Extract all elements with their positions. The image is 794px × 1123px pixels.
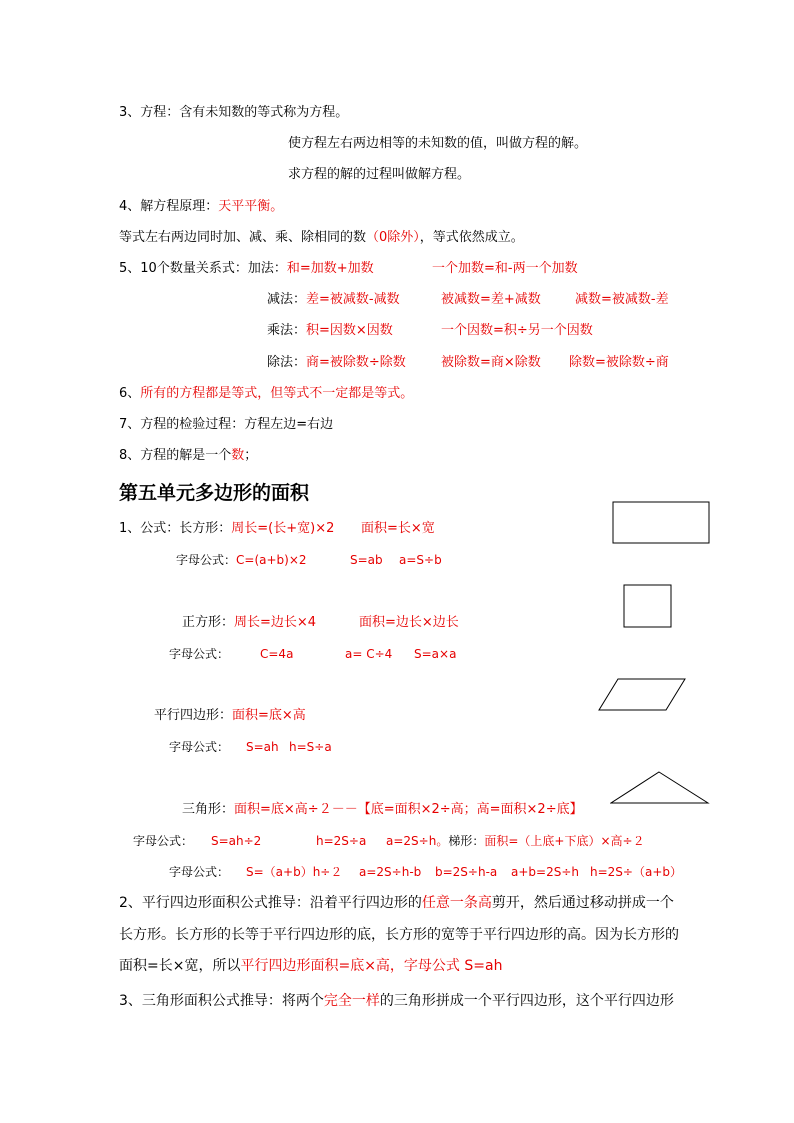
formula-rectangle-area: 面积=长×宽 — [361, 521, 435, 536]
formula-trapezoid-letters-1: S=（a+b）h÷２ — [246, 865, 343, 879]
formula-trapezoid-letters-4: a+b=2S÷h — [511, 865, 579, 879]
line-equality-property: 等式左右两边同时加、减、乘、除相同的数（0除外），等式依然成立。 — [119, 230, 524, 245]
formula-trapezoid-letters-5: h=2S÷（a+b） — [590, 865, 682, 879]
para-parallelogram-derivation-2: 长方形。长方形的长等于平行四边形的底，长方形的宽等于平行四边形的高。因为长方形的 — [119, 927, 679, 943]
formula-triangle-letters: 字母公式： — [133, 834, 194, 848]
formula-square: 正方形：周长=边长×4 — [182, 615, 317, 630]
line-multiplication: 乘法：积=因数×因数 — [267, 323, 393, 338]
formula-trapezoid-letters: 字母公式： — [169, 865, 230, 879]
formula-rectangle: 1、公式：长方形：周长=(长+宽)×2 — [119, 521, 335, 536]
para-parallelogram-derivation-3: 面积=长×宽，所以平行四边形面积=底×高，字母公式 S=ah — [119, 958, 503, 974]
triangle-figure — [610, 770, 710, 805]
line-equations-are-equalities: 6、所有的方程都是等式，但等式不一定都是等式。 — [119, 386, 414, 401]
square-figure — [623, 584, 673, 629]
formula-rectangle-letters: 字母公式：C=(a+b)×2 — [176, 553, 307, 567]
formula-parallelogram: 平行四边形：面积=底×高 — [154, 708, 306, 723]
line-solving-def: 求方程的解的过程叫做解方程。 — [288, 167, 471, 182]
formula-parallelogram-letters-2: h=S÷a — [289, 740, 332, 754]
line-relations-add-2: 一个加数=和-两一个加数 — [432, 261, 578, 276]
line-subtraction-2: 被减数=差+减数 — [441, 292, 541, 307]
formula-square-letters: 字母公式： — [169, 647, 230, 661]
line-principle: 4、解方程原理：天平平衡。 — [119, 199, 284, 214]
section-title: 第五单元多边形的面积 — [119, 482, 310, 504]
formula-rectangle-letters-3: a=S÷b — [399, 553, 442, 567]
formula-triangle-letters-3: a=2S÷h。梯形：面积=（上底+下底）×高÷２ — [386, 834, 645, 848]
formula-triangle: 三角形：面积=底×高÷２－－【底=面积×2÷高；高=面积×2÷底】 — [182, 802, 583, 817]
rectangle-figure — [612, 501, 710, 545]
formula-trapezoid-letters-3: b=2S÷h-a — [435, 865, 498, 879]
formula-square-area: 面积=边长×边长 — [359, 615, 459, 630]
formula-triangle-letters-2: h=2S÷a — [316, 834, 367, 848]
formula-triangle-letters-1: S=ah÷2 — [211, 834, 262, 848]
line-check-process: 7、方程的检验过程：方程左边=右边 — [119, 417, 334, 432]
para-triangle-derivation-1: 3、三角形面积公式推导：将两个完全一样的三角形拼成一个平行四边形，这个平行四边形 — [119, 993, 674, 1009]
line-division: 除法：商=被除数÷除数 — [267, 355, 406, 370]
parallelogram-figure — [598, 677, 688, 712]
formula-square-letters-1: C=4a — [260, 647, 294, 661]
line-equation-def: 3、方程：含有未知数的等式称为方程。 — [119, 105, 349, 120]
line-division-3: 除数=被除数÷商 — [569, 355, 669, 370]
line-solution-is-number: 8、方程的解是一个数； — [119, 448, 258, 463]
line-relations-add: 5、10个数量关系式：加法：和=加数+加数 — [119, 261, 374, 276]
formula-parallelogram-letters-1: S=ah — [246, 740, 279, 754]
line-subtraction: 减法：差=被减数-减数 — [267, 292, 400, 307]
line-subtraction-3: 减数=被减数-差 — [575, 292, 669, 307]
para-parallelogram-derivation-1: 2、平行四边形面积公式推导：沿着平行四边形的任意一条高剪开，然后通过移动拼成一个 — [119, 895, 674, 911]
formula-square-letters-2: a= C÷4 — [345, 647, 393, 661]
line-division-2: 被除数=商×除数 — [441, 355, 541, 370]
formula-square-letters-3: S=a×a — [414, 647, 457, 661]
formula-trapezoid-letters-2: a=2S÷h-b — [359, 865, 422, 879]
formula-rectangle-letters-2: S=ab — [350, 553, 383, 567]
formula-parallelogram-letters: 字母公式： — [169, 740, 230, 754]
line-equation-solution: 使方程左右两边相等的未知数的值，叫做方程的解。 — [288, 136, 588, 151]
line-multiplication-2: 一个因数=积÷另一个因数 — [441, 323, 593, 338]
